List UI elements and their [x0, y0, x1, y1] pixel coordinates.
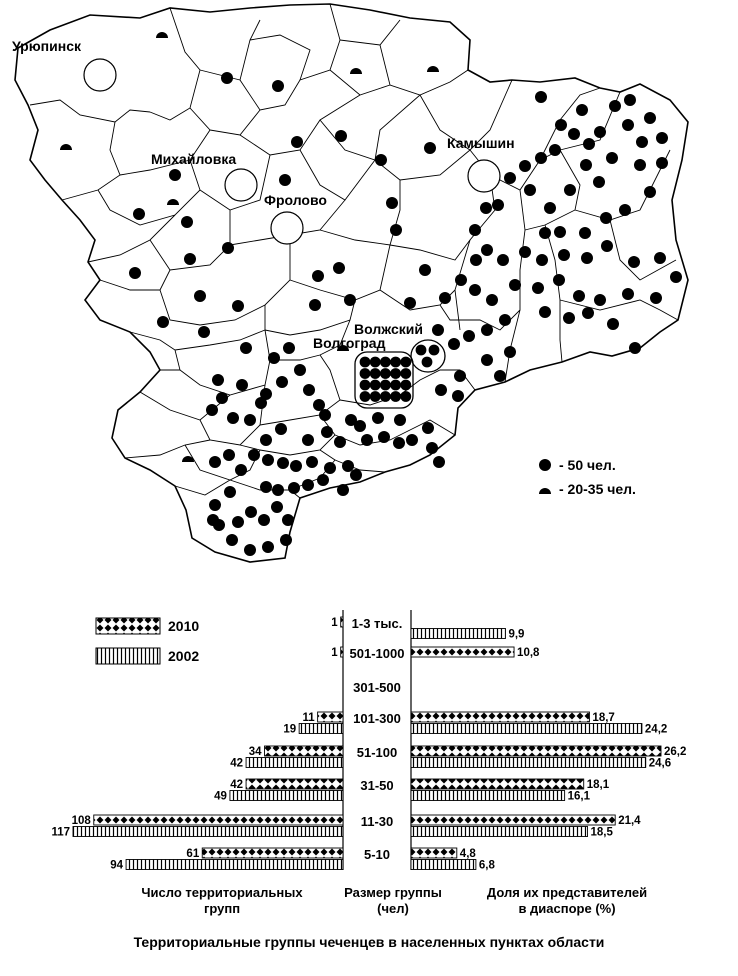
dot-50 [670, 271, 682, 283]
dot-50 [426, 442, 438, 454]
dot-50 [386, 197, 398, 209]
legend-2002-label: 2002 [168, 648, 200, 664]
dot-50 [558, 249, 570, 261]
dot-50 [454, 370, 466, 382]
dot-50 [157, 316, 169, 328]
share-bar-2010 [411, 712, 589, 722]
dot-50 [593, 176, 605, 188]
dot-50 [262, 454, 274, 466]
dot-50 [535, 91, 547, 103]
dot-50 [481, 324, 493, 336]
dot-50 [634, 159, 646, 171]
dot-50 [609, 100, 621, 112]
dot-50 [360, 368, 371, 379]
share-bar-2010 [411, 848, 457, 858]
dot-50 [222, 242, 234, 254]
dot-50 [390, 368, 401, 379]
dot-50 [448, 338, 460, 350]
dot-50 [601, 240, 613, 252]
share-bar-2010 [411, 779, 584, 789]
dot-50 [380, 380, 391, 391]
dot-50 [342, 460, 354, 472]
share-bar-2002 [411, 860, 476, 870]
category-label: 31-50 [360, 778, 394, 793]
dot-50 [607, 318, 619, 330]
legend-2010-label: 2010 [168, 618, 200, 634]
dot-50 [333, 262, 345, 274]
dot-50 [481, 244, 493, 256]
dot-50 [581, 252, 593, 264]
dot-50 [272, 80, 284, 92]
category-label: 51-100 [356, 745, 398, 760]
dot-50 [554, 226, 566, 238]
count-bar-2010 [318, 712, 343, 722]
share-label-2002: 9,9 [508, 628, 525, 641]
count-bar-2002 [126, 860, 343, 870]
map-legend [539, 457, 636, 497]
dot-50 [539, 306, 551, 318]
dot-50 [628, 256, 640, 268]
count-bar-2002 [73, 827, 343, 837]
dot-50 [224, 486, 236, 498]
dot-50 [656, 132, 668, 144]
dot-50 [209, 456, 221, 468]
dot-50 [553, 274, 565, 286]
dot-50 [262, 541, 274, 553]
left-title [141, 885, 303, 916]
right-title-line-1: Доля их представителей [486, 885, 648, 900]
dot-50 [375, 154, 387, 166]
dot-50 [345, 414, 357, 426]
dot-50 [404, 297, 416, 309]
dot-50 [245, 506, 257, 518]
dot-50 [549, 144, 561, 156]
share-bar-2010 [411, 647, 514, 657]
dot-50 [400, 380, 411, 391]
right-title-line-2: в диаспоре (%) [518, 901, 616, 916]
count-label-2002: 117 [51, 826, 70, 839]
count-bar-2010 [341, 647, 343, 657]
dot-50 [198, 326, 210, 338]
dot-50 [452, 390, 464, 402]
count-label-2002: 19 [283, 723, 297, 736]
count-label-2010: 1 [331, 647, 338, 659]
count-bar-2002 [299, 724, 343, 734]
dot-50 [317, 474, 329, 486]
category-label: 301-500 [353, 680, 401, 695]
count-label-2002: 42 [230, 757, 244, 770]
dot-50 [244, 414, 256, 426]
dot-50 [277, 457, 289, 469]
dot-50 [232, 300, 244, 312]
dot-50 [576, 104, 588, 116]
dot-50 [439, 292, 451, 304]
figure-caption: Территориальные группы чеченцев в населенных пунктах области [133, 934, 605, 950]
dot-50 [606, 152, 618, 164]
dot-50 [133, 208, 145, 220]
dot-50 [207, 514, 219, 526]
chart-titles [141, 885, 647, 916]
city-marker-uryupinsk [84, 59, 116, 91]
share-bar-2002 [411, 827, 588, 837]
dot-50 [380, 357, 391, 368]
dot-50 [226, 534, 238, 546]
dot-50 [294, 364, 306, 376]
dot-50 [406, 434, 418, 446]
dot-50 [344, 294, 356, 306]
dot-50 [636, 136, 648, 148]
dot-50 [194, 290, 206, 302]
city-label-volzhsky: Волжский [354, 321, 423, 337]
count-label-2010: 11 [302, 712, 315, 724]
share-label-2002: 16,1 [567, 790, 591, 803]
dot-50 [504, 346, 516, 358]
city-marker-kamyshin [468, 160, 500, 192]
dot-50 [279, 174, 291, 186]
dot-50 [361, 434, 373, 446]
dot-50 [656, 157, 668, 169]
dot-50 [372, 412, 384, 424]
dot-50 [370, 380, 381, 391]
right-title [487, 885, 647, 916]
dot-50 [394, 414, 406, 426]
dot-50 [390, 357, 401, 368]
dot-50 [232, 516, 244, 528]
dot-50 [370, 357, 381, 368]
dot-50 [519, 246, 531, 258]
dot-50 [350, 469, 362, 481]
dot-50 [494, 370, 506, 382]
dot-50 [335, 130, 347, 142]
dot-50 [313, 399, 325, 411]
dot-50 [236, 379, 248, 391]
dot-50 [536, 254, 548, 266]
city-label-volgograd: Волгоград [313, 335, 386, 351]
dot-50 [654, 252, 666, 264]
dot-50 [539, 227, 551, 239]
dot-50 [469, 284, 481, 296]
count-label-2010: 61 [186, 848, 200, 860]
dot-50 [564, 184, 576, 196]
count-bar-2002 [246, 758, 343, 768]
dot-50 [499, 314, 511, 326]
dot-50 [334, 436, 346, 448]
dot-50 [480, 202, 492, 214]
dot-50 [275, 423, 287, 435]
dot-50 [594, 294, 606, 306]
dot-50 [492, 199, 504, 211]
dot-50 [360, 380, 371, 391]
dot-50 [206, 404, 218, 416]
share-label-2002: 18,5 [590, 826, 613, 839]
dot-50 [422, 357, 433, 368]
dot-50 [629, 342, 641, 354]
dot-50 [312, 270, 324, 282]
share-bar-2002 [411, 724, 642, 734]
count-bar-2010 [246, 779, 343, 789]
dot-50 [268, 352, 280, 364]
dot-50 [563, 312, 575, 324]
groups-chart [0, 600, 738, 976]
dot-50 [321, 426, 333, 438]
dot-50 [422, 422, 434, 434]
dot-50 [416, 345, 427, 356]
dot-50 [360, 391, 371, 402]
category-label: 101-300 [353, 711, 401, 726]
count-label-2010: 34 [248, 746, 262, 758]
category-label: 11-30 [360, 814, 394, 829]
legend-half-label: - 20-35 чел. [559, 481, 636, 497]
dot-50 [524, 184, 536, 196]
dot-50 [544, 202, 556, 214]
dot-50 [380, 368, 391, 379]
dot-50 [288, 482, 300, 494]
count-bar-2010 [202, 848, 343, 858]
dot-50 [260, 481, 272, 493]
dot-50 [276, 376, 288, 388]
legend-2002-swatch [96, 648, 160, 664]
share-label-2010: 18,1 [586, 779, 610, 791]
dot-50 [302, 479, 314, 491]
share-bar-2010 [411, 815, 615, 825]
count-label-2010: 1 [331, 617, 338, 629]
city-label-kamyshin: Камышин [447, 135, 515, 151]
dot-50 [244, 544, 256, 556]
dot-50 [380, 391, 391, 402]
dot-50 [324, 462, 336, 474]
dot-50 [290, 460, 302, 472]
dot-50 [622, 119, 634, 131]
dot-50 [486, 294, 498, 306]
city-marker-mikhaylovka [225, 169, 257, 201]
city-label-uryupinsk: Урюпинск [12, 38, 81, 54]
dot-50 [594, 126, 606, 138]
dot-50 [573, 290, 585, 302]
dot-50 [481, 354, 493, 366]
dot-50 [455, 274, 467, 286]
dot-50 [582, 307, 594, 319]
dot-50 [470, 254, 482, 266]
dot-50 [390, 224, 402, 236]
share-label-2010: 18,7 [592, 712, 615, 724]
dot-50 [624, 94, 636, 106]
dot-50 [583, 138, 595, 150]
share-label-2010: 10,8 [517, 647, 540, 659]
dot-50 [535, 152, 547, 164]
dot-50 [579, 227, 591, 239]
dot-50 [258, 514, 270, 526]
dot-50 [319, 409, 331, 421]
dot-50 [622, 288, 634, 300]
share-bar-2010 [411, 746, 661, 756]
dot-50 [433, 456, 445, 468]
dot-50 [555, 119, 567, 131]
dot-50 [209, 499, 221, 511]
dot-50 [184, 253, 196, 265]
dot-50 [378, 431, 390, 443]
legend-full-dot-icon [539, 459, 551, 471]
dot-50 [223, 449, 235, 461]
dot-50 [463, 330, 475, 342]
dot-50 [360, 357, 371, 368]
dot-50 [221, 72, 233, 84]
dot-50 [337, 484, 349, 496]
count-bar-2010 [341, 617, 343, 627]
center-title-line-2: (чел) [377, 901, 409, 916]
dot-50 [644, 186, 656, 198]
dot-50 [235, 464, 247, 476]
dot-50 [432, 324, 444, 336]
dot-50 [260, 388, 272, 400]
dot-50 [429, 345, 440, 356]
dot-50 [240, 342, 252, 354]
city-marker-frolovo [271, 212, 303, 244]
share-label-2010: 21,4 [618, 815, 641, 827]
dot-50 [260, 434, 272, 446]
dot-50 [400, 391, 411, 402]
dot-50 [568, 128, 580, 140]
center-title-line-1: Размер группы [344, 885, 442, 900]
dot-50 [212, 374, 224, 386]
category-label: 5-10 [363, 847, 391, 862]
left-title-line-2: групп [203, 901, 241, 916]
dot-50 [370, 391, 381, 402]
dot-50 [580, 159, 592, 171]
dot-50 [227, 412, 239, 424]
left-title-line-1: Число территориальных [141, 885, 303, 900]
share-label-2002: 6,8 [478, 859, 495, 872]
dot-50 [532, 282, 544, 294]
chart-legend [96, 618, 199, 664]
count-label-2010: 42 [230, 779, 244, 791]
dot-50 [619, 204, 631, 216]
dot-50 [600, 212, 612, 224]
count-label-2002: 94 [110, 859, 124, 872]
legend-2010-swatch [96, 618, 160, 634]
dot-50 [400, 368, 411, 379]
count-bar-2010 [94, 815, 343, 825]
dot-50 [291, 136, 303, 148]
dot-50 [271, 501, 283, 513]
share-bar-2002 [411, 791, 565, 801]
center-title [344, 885, 442, 916]
dot-50 [509, 279, 521, 291]
dot-50 [497, 254, 509, 266]
dot-50 [129, 267, 141, 279]
count-bar-2010 [265, 746, 343, 756]
dot-50 [644, 112, 656, 124]
dot-50 [390, 380, 401, 391]
share-label-2010: 26,2 [664, 746, 687, 758]
share-bar-2002 [411, 758, 646, 768]
dot-50 [280, 534, 292, 546]
dot-50 [272, 484, 284, 496]
city-label-mikhaylovka: Михайловка [151, 151, 237, 167]
dot-50 [309, 299, 321, 311]
dot-50 [181, 216, 193, 228]
dot-50 [419, 264, 431, 276]
category-label: 1-3 тыс. [351, 616, 403, 631]
legend-full-label: - 50 чел. [559, 457, 616, 473]
dot-50 [169, 169, 181, 181]
category-label: 501-1000 [349, 646, 405, 661]
dot-50 [393, 437, 405, 449]
share-label-2002: 24,6 [648, 757, 672, 770]
count-bar-2002 [230, 791, 343, 801]
dot-50 [283, 342, 295, 354]
dot-50 [519, 160, 531, 172]
dot-50 [400, 357, 411, 368]
dot-50 [504, 172, 516, 184]
dot-50 [435, 384, 447, 396]
dot-50 [370, 368, 381, 379]
count-label-2002: 49 [214, 790, 227, 803]
dot-50 [248, 449, 260, 461]
share-bar-2002 [411, 629, 505, 639]
dot-50 [469, 224, 481, 236]
dot-50 [216, 392, 228, 404]
dot-50 [302, 434, 314, 446]
dot-50 [390, 391, 401, 402]
city-label-frolovo: Фролово [264, 192, 327, 208]
dot-50 [303, 384, 315, 396]
count-label-2010: 108 [71, 815, 91, 827]
dot-50 [650, 292, 662, 304]
share-label-2002: 24,2 [644, 723, 668, 736]
dot-50 [424, 142, 436, 154]
dot-50 [306, 456, 318, 468]
legend-half-dot-icon [539, 488, 551, 494]
dot-50 [282, 514, 294, 526]
share-label-2010: 4,8 [459, 848, 476, 860]
